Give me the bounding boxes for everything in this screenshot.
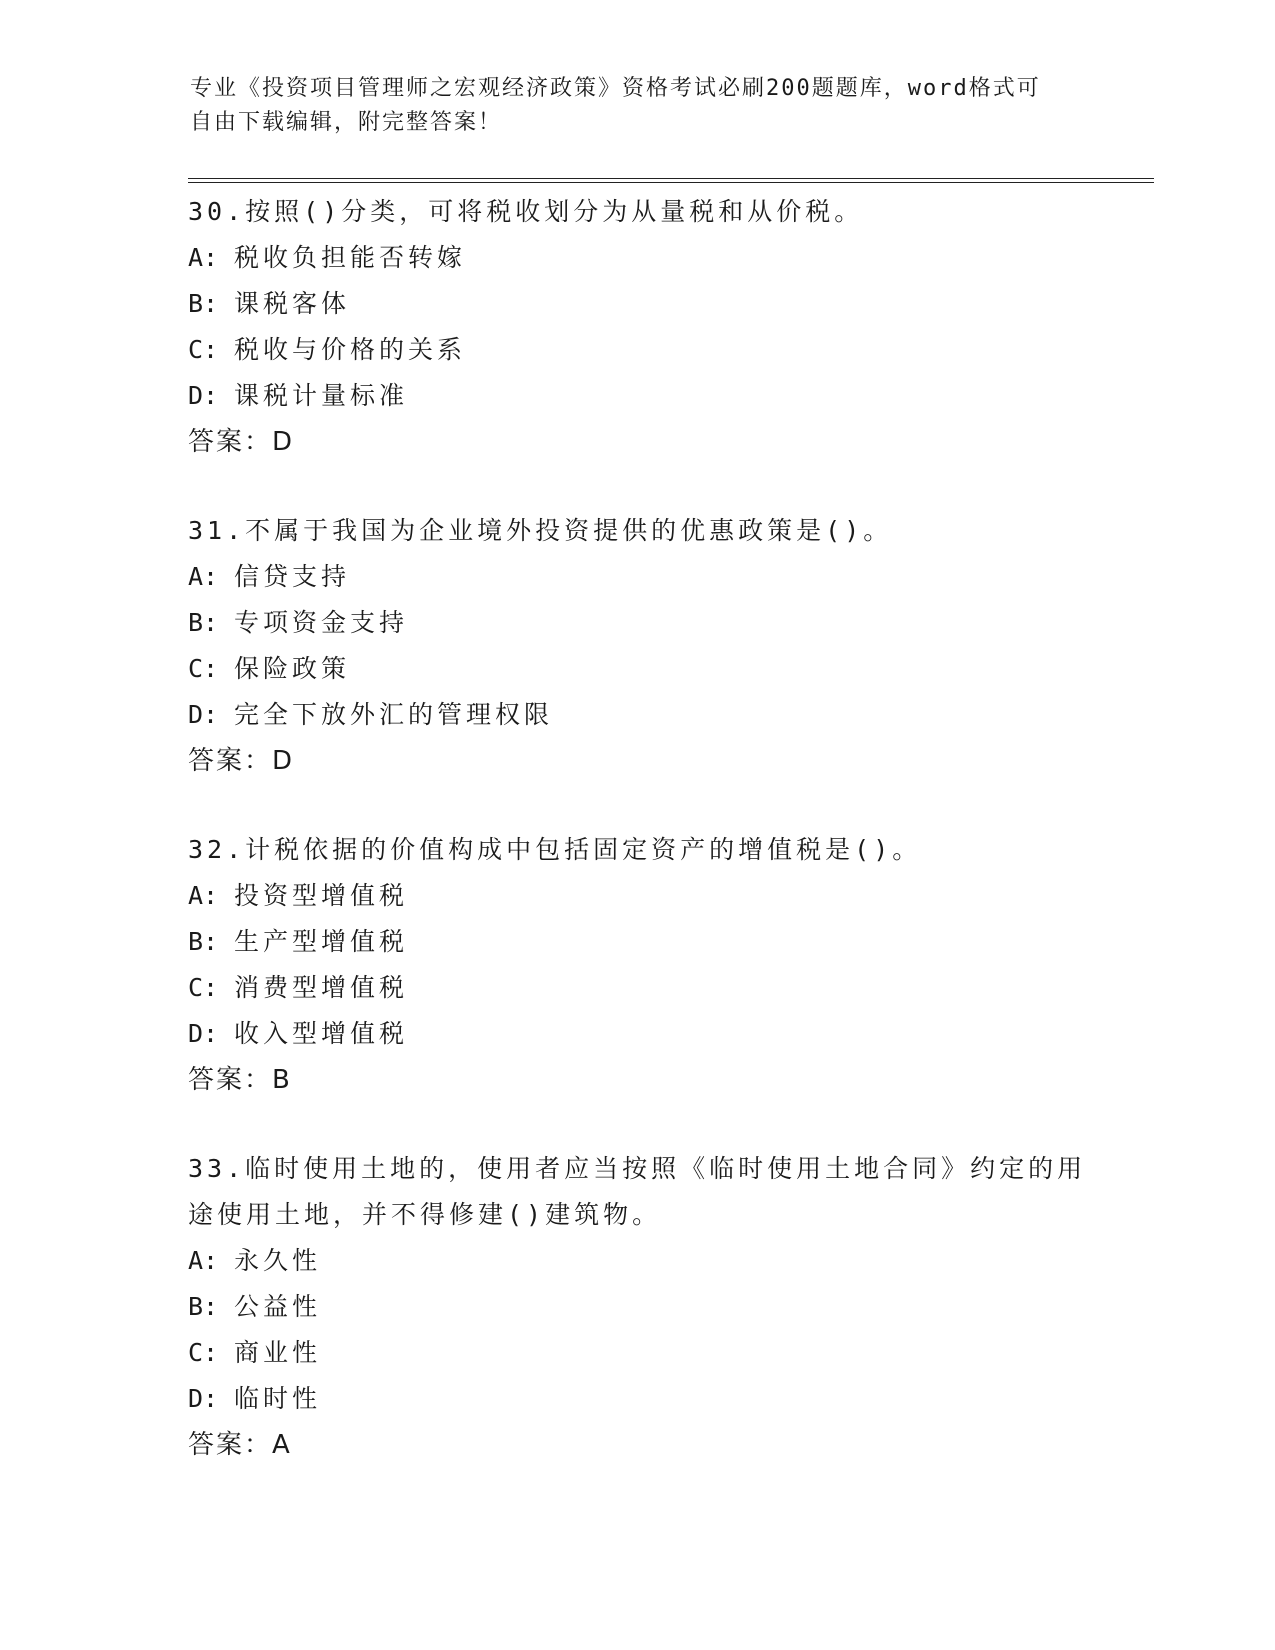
question-block — [188, 189, 1088, 465]
header-line-2: 自由下载编辑，附完整答案！ — [190, 110, 503, 135]
answer-option — [188, 965, 1088, 1011]
option-text: 收入型增值税 — [234, 1019, 409, 1048]
answer-option — [188, 235, 1088, 281]
question-block — [188, 1146, 1088, 1468]
option-text: 信贷支持 — [234, 562, 351, 591]
option-key: C: — [188, 1338, 219, 1367]
answer-option — [188, 1330, 1088, 1376]
option-key: B: — [188, 1292, 219, 1321]
option-text: 课税计量标准 — [234, 381, 409, 410]
answer-option — [188, 600, 1088, 646]
answer-option — [188, 919, 1088, 965]
document-header — [190, 72, 1090, 140]
option-key: C: — [188, 973, 219, 1002]
option-text: 公益性 — [234, 1292, 322, 1321]
option-text: 专项资金支持 — [234, 608, 409, 637]
answer-option — [188, 373, 1088, 419]
answer-option — [188, 327, 1088, 373]
option-key: D: — [188, 700, 219, 729]
answer-option — [188, 554, 1088, 600]
option-key: B: — [188, 289, 219, 318]
option-text: 商业性 — [234, 1338, 322, 1367]
option-key: B: — [188, 608, 219, 637]
option-key: B: — [188, 927, 219, 956]
option-key: D: — [188, 1384, 219, 1413]
header-divider-bottom — [188, 182, 1154, 183]
option-text: 税收负担能否转嫁 — [234, 243, 467, 272]
option-key: C: — [188, 654, 219, 683]
option-key: D: — [188, 1019, 219, 1048]
option-text: 临时性 — [234, 1384, 322, 1413]
question-stem: 31.不属于我国为企业境外投资提供的优惠政策是()。 — [188, 516, 893, 545]
option-text: 永久性 — [234, 1246, 322, 1275]
option-text: 税收与价格的关系 — [234, 335, 467, 364]
option-text: 消费型增值税 — [234, 973, 409, 1002]
question-stem: 32.计税依据的价值构成中包括固定资产的增值税是()。 — [188, 835, 922, 864]
option-key: C: — [188, 335, 219, 364]
option-key: A: — [188, 243, 219, 272]
question-block — [188, 508, 1088, 784]
answer-option — [188, 281, 1088, 327]
answer-option — [188, 692, 1088, 738]
option-text: 保险政策 — [234, 654, 351, 683]
answer-line: 答案：A — [188, 1430, 292, 1460]
question-block — [188, 827, 1088, 1103]
option-key: A: — [188, 1246, 219, 1275]
answer-line: 答案：D — [188, 746, 295, 776]
option-key: D: — [188, 381, 219, 410]
question-list — [188, 189, 1088, 1511]
answer-option — [188, 1376, 1088, 1422]
question-stem: 33.临时使用土地的，使用者应当按照《临时使用土地合同》约定的用途使用土地，并不得修建()建筑物。 — [188, 1154, 1087, 1229]
header-line-1: 专业《投资项目管理师之宏观经济政策》资格考试必刷200题题库，word格式可 — [190, 76, 1041, 101]
option-key: A: — [188, 881, 219, 910]
answer-option — [188, 873, 1088, 919]
answer-option — [188, 1284, 1088, 1330]
answer-option — [188, 646, 1088, 692]
answer-line: 答案：B — [188, 1065, 292, 1095]
option-key: A: — [188, 562, 219, 591]
option-text: 完全下放外汇的管理权限 — [234, 700, 554, 729]
option-text: 投资型增值税 — [234, 881, 409, 910]
option-text: 生产型增值税 — [234, 927, 409, 956]
answer-option — [188, 1011, 1088, 1057]
answer-line: 答案：D — [188, 427, 295, 457]
option-text: 课税客体 — [234, 289, 351, 318]
question-stem: 30.按照()分类，可将税收划分为从量税和从价税。 — [188, 197, 864, 226]
header-divider-top — [188, 178, 1154, 179]
answer-option — [188, 1238, 1088, 1284]
